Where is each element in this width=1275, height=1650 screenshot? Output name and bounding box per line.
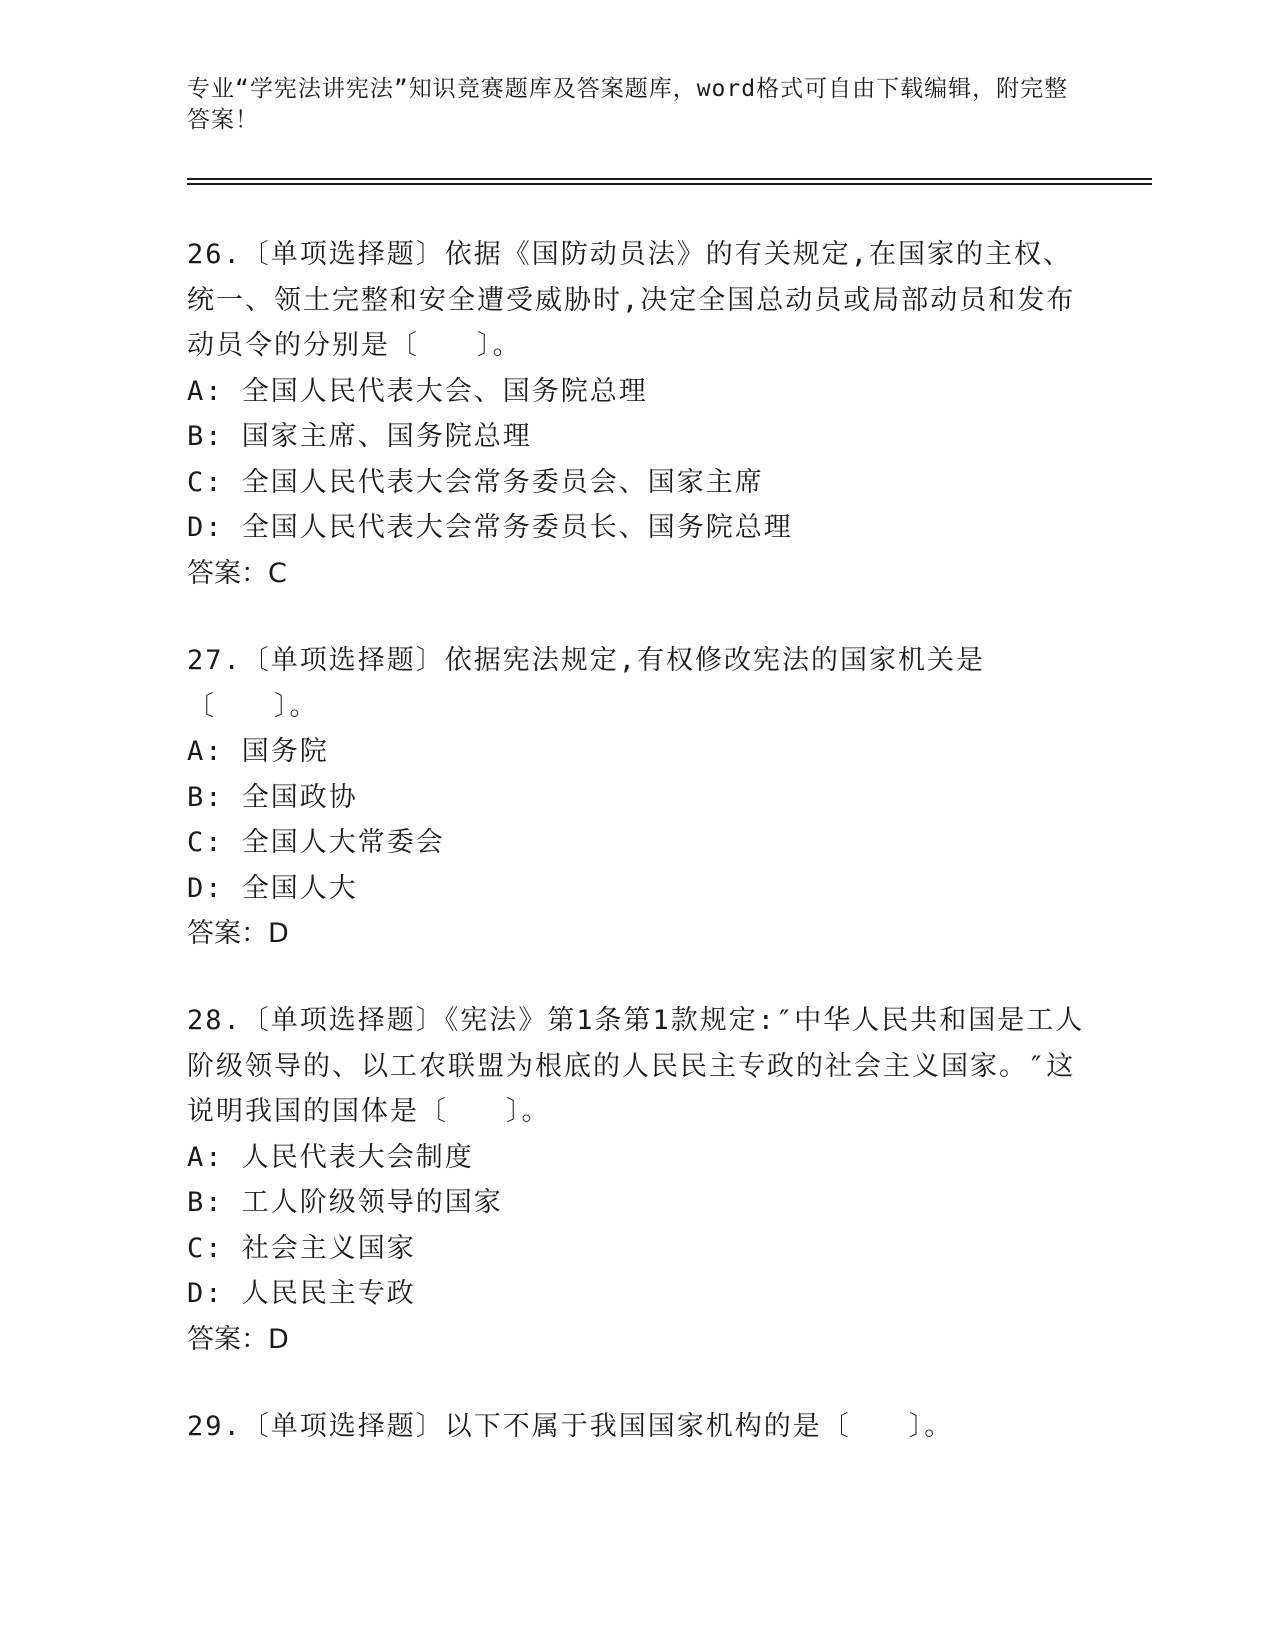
option-b [187,775,1087,821]
option-text: 全国人大常委会 [241,827,445,858]
option-text: 全国人大 [241,872,358,904]
option-key: A: [187,736,224,767]
question-stem: 26.〔单项选择题〕依据《国防动员法》的有关规定,在国家的主权、统一、领土完整和安全遭受威胁时,决定全国总动员或局部动员和发布动员令的分别是〔 〕。 [187,239,1076,361]
option-text: 全国人民代表大会常务委员会、国家主席 [241,466,764,498]
option-key: A: [187,1141,224,1173]
option-key: C: [187,827,224,858]
document-header: 专业“学宪法讲宪法”知识竞赛题库及答案题库，word格式可自由下载编辑，附完整答案！ [187,76,1069,133]
option-b [187,1180,1087,1226]
option-key: D: [187,512,224,543]
option-text: 国务院 [241,736,329,767]
option-key: C: [187,466,224,498]
option-text: 全国政协 [241,781,358,813]
option-text: 人民代表大会制度 [241,1141,474,1173]
option-d [187,1271,1087,1317]
option-text: 工人阶级领导的国家 [241,1187,503,1218]
option-text: 人民民主专政 [241,1278,416,1309]
question-27 [187,638,1087,957]
question-stem: 27.〔单项选择题〕依据宪法规定,有权修改宪法的国家机关是〔 〕。 [187,645,986,722]
option-key: B: [187,421,224,452]
option-a [187,729,1087,775]
option-key: D: [187,872,224,904]
option-c [187,820,1087,866]
question-stem: 28.〔单项选择题〕《宪法》第1条第1款规定:″中华人民共和国是工人阶级领导的、以工农联盟为根底的人民民主专政的社会主义国家。″这说明我国的国体是〔 〕。 [187,1005,1085,1127]
option-b [187,414,1087,460]
question-29 [187,1404,1087,1450]
option-key: B: [187,781,224,813]
option-c [187,460,1087,506]
answer: 答案：D [187,918,289,949]
question-stem: 29.〔单项选择题〕以下不属于我国国家机构的是〔 〕。 [187,1411,954,1442]
option-a [187,369,1087,415]
option-key: D: [187,1278,224,1309]
option-text: 国家主席、国务院总理 [241,421,532,452]
answer: 答案：C [187,557,287,589]
question-28 [187,998,1087,1362]
header-rule-top [187,178,1152,180]
option-c [187,1226,1087,1272]
option-text: 全国人民代表大会、国务院总理 [241,375,648,407]
option-key: B: [187,1187,224,1218]
option-d [187,866,1087,912]
option-key: C: [187,1232,224,1264]
question-26 [187,232,1087,596]
option-a [187,1135,1087,1181]
option-text: 社会主义国家 [241,1232,416,1264]
header-rule-bottom [187,183,1152,185]
answer: 答案：D [187,1323,289,1355]
option-key: A: [187,375,224,407]
option-d [187,505,1087,551]
option-text: 全国人民代表大会常务委员长、国务院总理 [241,512,793,543]
